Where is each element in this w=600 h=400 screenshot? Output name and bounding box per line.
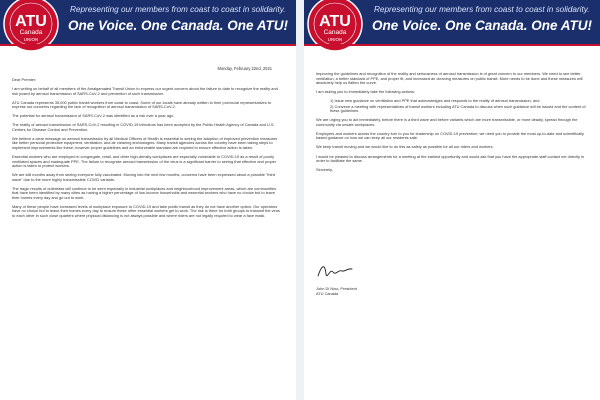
paragraph: I would be pleased to discuss arrangements for a meeting at the earliest opportunity and would ask that you have the appropriate staff contact me directly in order to facilitate the same. [316, 153, 585, 164]
letter-body-page-2 [316, 72, 586, 177]
action-item: 1) Issue new guidance on ventilation and PPE that acknowledges and responds to the reality of aerosol transmission; and [330, 98, 540, 104]
paragraph: I am asking you to immediately take the following actions: [316, 89, 416, 95]
salutation: Dear Premier: [12, 77, 37, 82]
paragraph: We are still months away from seeing everyone fully vaccinated. Moving into the next few months, concerns have been expressed about a possible "third wave" due to the more highly transmissible COVID variants. [12, 172, 275, 182]
paragraph: I am writing on behalf of all members of the Amalgamated Transit Union to express our urgent concern about the failure to date to recognize the reality and risk posed by aerosol transmission of SARS-CoV-2 and prevention of such transmission. [12, 86, 278, 96]
paragraph: Improving the guidelines and recognition of the reality and seriousness of aerosol transmission is of great concern to our members. We need to see better ventilation, a better standard of PPE, and proper fit, and increased air cleaning measures on public transit. More needs to be done and these measures will absolutely help us flatten the curve. [316, 71, 583, 85]
paragraph: The reality of aerosol transmission of SARS-CoV-2 resulting in COVID-19 infections has been accepted by the Public Health Agency of Canada and U.S. Centers for Disease Control and Prevention. [12, 122, 275, 132]
paragraph: Employers and workers across the country turn to you for leadership on COVID-19 prevention; we need you to provide the most up-to-date and scientifically based guidance on how we can keep all our residents safe. [316, 130, 584, 141]
logo-text-union: UNION [327, 37, 343, 42]
signer-org: ATU Canada [316, 290, 339, 296]
letter-page-2 [304, 0, 600, 400]
slogan: One Voice. One Canada. One ATU! [68, 18, 289, 33]
action-item: 2) Convene a meeting with representatives of transit workers including ATU Canada to discuss when such guidance will be issued and the content of these guidelines. [330, 103, 586, 114]
paragraph: The potential for aerosol transmission of SARS-CoV-2 was identified as a risk over a year ago. [12, 113, 175, 119]
slogan: One Voice. One Canada. One ATU! [372, 18, 593, 33]
paragraph: We are urging you to act immediately, before there is a third wave and before variants which are more transmissible, or more deadly, spread through the community via unsafe workplaces. [316, 117, 578, 127]
tagline: Representing our members from coast to coast in solidarity. [70, 5, 286, 14]
banner-red-stripe [0, 44, 296, 46]
letter-page-1 [0, 0, 296, 400]
page-gutter [296, 0, 304, 400]
letter-date: Monday, February 22nd, 2021 [217, 66, 272, 71]
paragraph: We keep transit moving and we would like to do this as safely as possible for all our riders and workers. [316, 144, 494, 150]
signature [316, 260, 356, 282]
banner-red-stripe [304, 44, 600, 46]
paragraph: Essential workers who are employed in congregate, retail, and other high-density workplaces are especially vulnerable to COVID-19 as a result of poorly ventilated spaces and inadequate PPE. The failure to recognize aerosol transmission of the virus is a significant barrier to seeing that effective and proper action is taken to protect workers. [12, 154, 277, 169]
signature-block [316, 287, 586, 296]
paragraph: Many of these people have increased levels of workplace exposure to COVID-19 and take public transit as they do not have another option. Our operators have no choice but to leave their homes every day to ensure these other essential workers get to work. The risk is there for both groups to transmit the virus to each other in such close quarters where physical distancing is not always possible and where riders are not legally required to wear a face mask. [12, 203, 280, 218]
logo-text-atu: ATU [319, 13, 351, 30]
logo-text-atu: ATU [15, 13, 47, 30]
letter-body-page-1 [12, 78, 282, 223]
logo-text-canada: Canada [19, 29, 43, 36]
paragraph: The tragic results of outbreaks will continue to be seen especially in industrial workplaces and neighbourhood improvement areas, which are communities that have been identified by many cities as having a higher percentage of low-income households and essential workers who have no choice but to leave their homes every day and go out to work. [12, 185, 277, 200]
paragraph: We believe a clear message on aerosol transmission by all Medical Officers of Health is essential to seeing the adoption of improved prevention measures like better personal protective equipment, ventilation, and air cleaning technologies. Many transit agencies across the country have been taking steps to implement improvements like these; however proper guidelines and an enforceable standard are required to ensure effective action is taken. [12, 135, 278, 150]
paragraph: ATU Canada represents 35,000 public transit workers from coast to coast. Some of our locals have already written to their provincial representatives to express our concerns regarding the lack of recognition of aerosol transmission of SARS-CoV-2. [12, 99, 271, 110]
letterhead-banner [304, 0, 600, 46]
signer-name: John Di Nino, President [316, 286, 357, 291]
closing: Sincerely, [316, 167, 333, 173]
logo-text-union: UNION [23, 37, 39, 42]
letterhead-banner [0, 0, 296, 46]
tagline: Representing our members from coast to coast in solidarity. [374, 5, 590, 14]
logo-text-canada: Canada [323, 29, 347, 36]
